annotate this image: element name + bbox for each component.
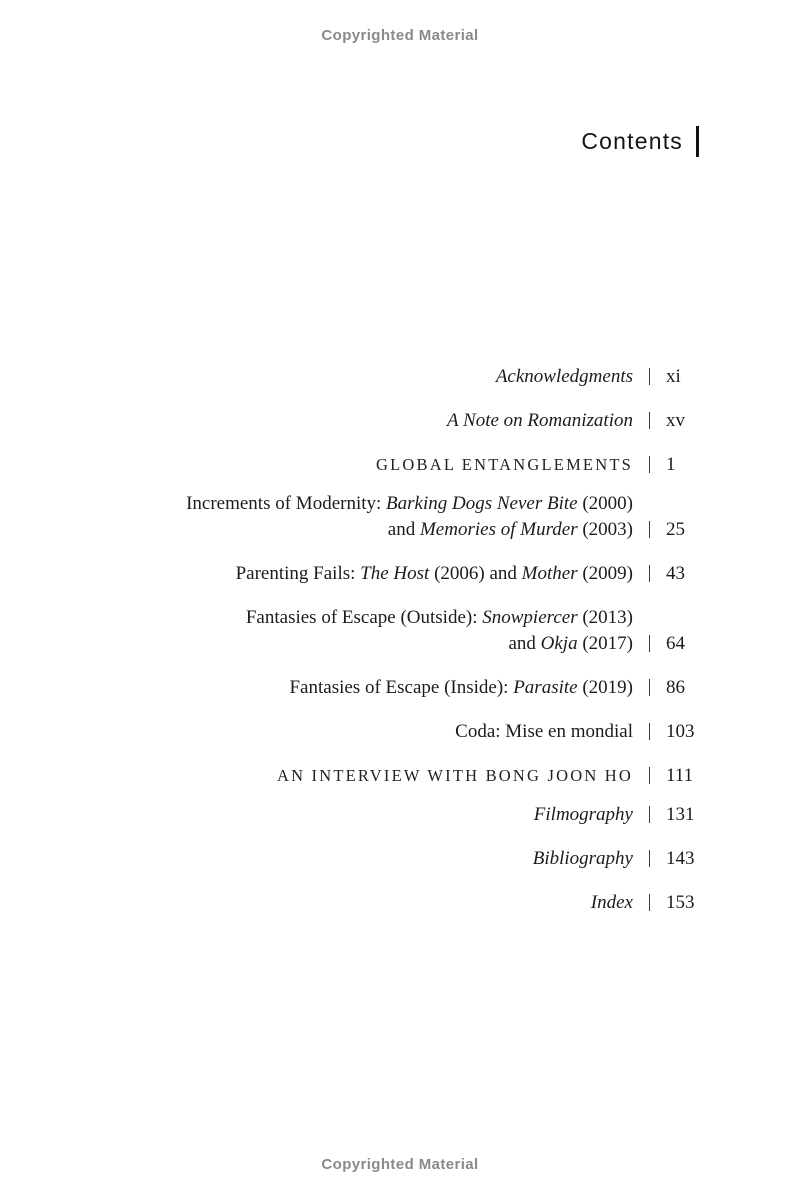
toc-entry: [110, 763, 700, 789]
toc-separator: [633, 723, 666, 745]
copyright-notice-top: Copyrighted Material: [321, 27, 479, 44]
separator-bar-icon: [649, 767, 651, 784]
toc-entry-line: AN INTERVIEW WITH BONG JOON HO: [277, 766, 633, 785]
toc-separator: [633, 767, 666, 789]
toc-entry-line: Index: [590, 892, 633, 913]
toc-entry-title: [110, 605, 633, 657]
toc-page-number: 43: [666, 563, 685, 584]
separator-bar-icon: [649, 806, 651, 823]
contents-heading: [581, 126, 699, 157]
toc-page-number: 153: [666, 892, 695, 913]
toc-entry: [110, 719, 700, 745]
toc-separator: [633, 894, 666, 916]
toc-entry-line: Fantasies of Escape (Inside): Parasite (2019): [289, 677, 633, 698]
toc-entry-line: Bibliography: [532, 848, 633, 869]
toc-entry-line: A Note on Romanization: [447, 410, 633, 431]
toc-entry-title: [110, 802, 633, 828]
separator-bar-icon: [649, 456, 651, 473]
separator-bar-icon: [649, 635, 651, 652]
separator-bar-icon: [649, 368, 651, 385]
toc-separator: [633, 635, 666, 657]
toc-separator: [633, 850, 666, 872]
toc-entry: [110, 802, 700, 828]
heading-rule-icon: [696, 126, 699, 157]
toc-separator: [633, 368, 666, 390]
toc-separator: [633, 521, 666, 543]
toc-page-number: 103: [666, 721, 695, 742]
toc-entry-title: [110, 408, 633, 434]
toc-entry-line: and Okja (2017): [508, 633, 633, 654]
toc-entry: [110, 408, 700, 434]
toc-entry-line: Coda: Mise en mondial: [455, 721, 633, 742]
separator-bar-icon: [649, 679, 651, 696]
separator-bar-icon: [649, 565, 651, 582]
toc-entry-line: Filmography: [533, 804, 633, 825]
contents-heading-text: Contents: [581, 128, 683, 154]
separator-bar-icon: [649, 723, 651, 740]
separator-bar-icon: [649, 412, 651, 429]
toc-entry-title: [110, 491, 633, 543]
toc-separator: [633, 456, 666, 478]
toc-entry: [110, 890, 700, 916]
toc-entry-line: Acknowledgments: [495, 366, 633, 387]
toc-entry-title: [110, 763, 633, 789]
toc-entry-title: [110, 890, 633, 916]
toc-entry-line: Parenting Fails: The Host (2006) and Mother (2009): [235, 563, 633, 584]
table-of-contents: [110, 364, 700, 934]
toc-entry-title: [110, 561, 633, 587]
toc-page-number: 1: [666, 454, 676, 475]
toc-entry-line: and Memories of Murder (2003): [387, 519, 633, 540]
toc-entry: [110, 675, 700, 701]
toc-entry-title: [110, 719, 633, 745]
separator-bar-icon: [649, 521, 651, 538]
toc-page-number: xv: [666, 410, 685, 431]
toc-entry: [110, 452, 700, 478]
toc-separator: [633, 679, 666, 701]
toc-separator: [633, 565, 666, 587]
toc-page-number: 111: [666, 765, 694, 786]
toc-entry-line: Increments of Modernity: Barking Dogs Never Bite (2000): [186, 493, 633, 514]
toc-entry: [110, 491, 700, 543]
toc-separator: [633, 412, 666, 434]
toc-entry: [110, 846, 700, 872]
toc-page-number: 25: [666, 519, 685, 540]
toc-page-number: xi: [666, 366, 681, 387]
toc-page-number: 143: [666, 848, 695, 869]
toc-page-number: 131: [666, 804, 695, 825]
toc-entry: [110, 561, 700, 587]
toc-entry: [110, 605, 700, 657]
separator-bar-icon: [649, 894, 651, 911]
copyright-notice-bottom: Copyrighted Material: [321, 1156, 479, 1173]
toc-entry-title: [110, 675, 633, 701]
toc-page-number: 64: [666, 633, 685, 654]
toc-page-number: 86: [666, 677, 685, 698]
toc-entry-title: [110, 846, 633, 872]
separator-bar-icon: [649, 850, 651, 867]
toc-entry: [110, 364, 700, 390]
toc-entry-title: [110, 364, 633, 390]
toc-entry-line: Fantasies of Escape (Outside): Snowpiercer (2013): [245, 607, 633, 628]
toc-entry-title: [110, 452, 633, 478]
toc-entry-line: GLOBAL ENTANGLEMENTS: [375, 455, 633, 474]
toc-separator: [633, 806, 666, 828]
